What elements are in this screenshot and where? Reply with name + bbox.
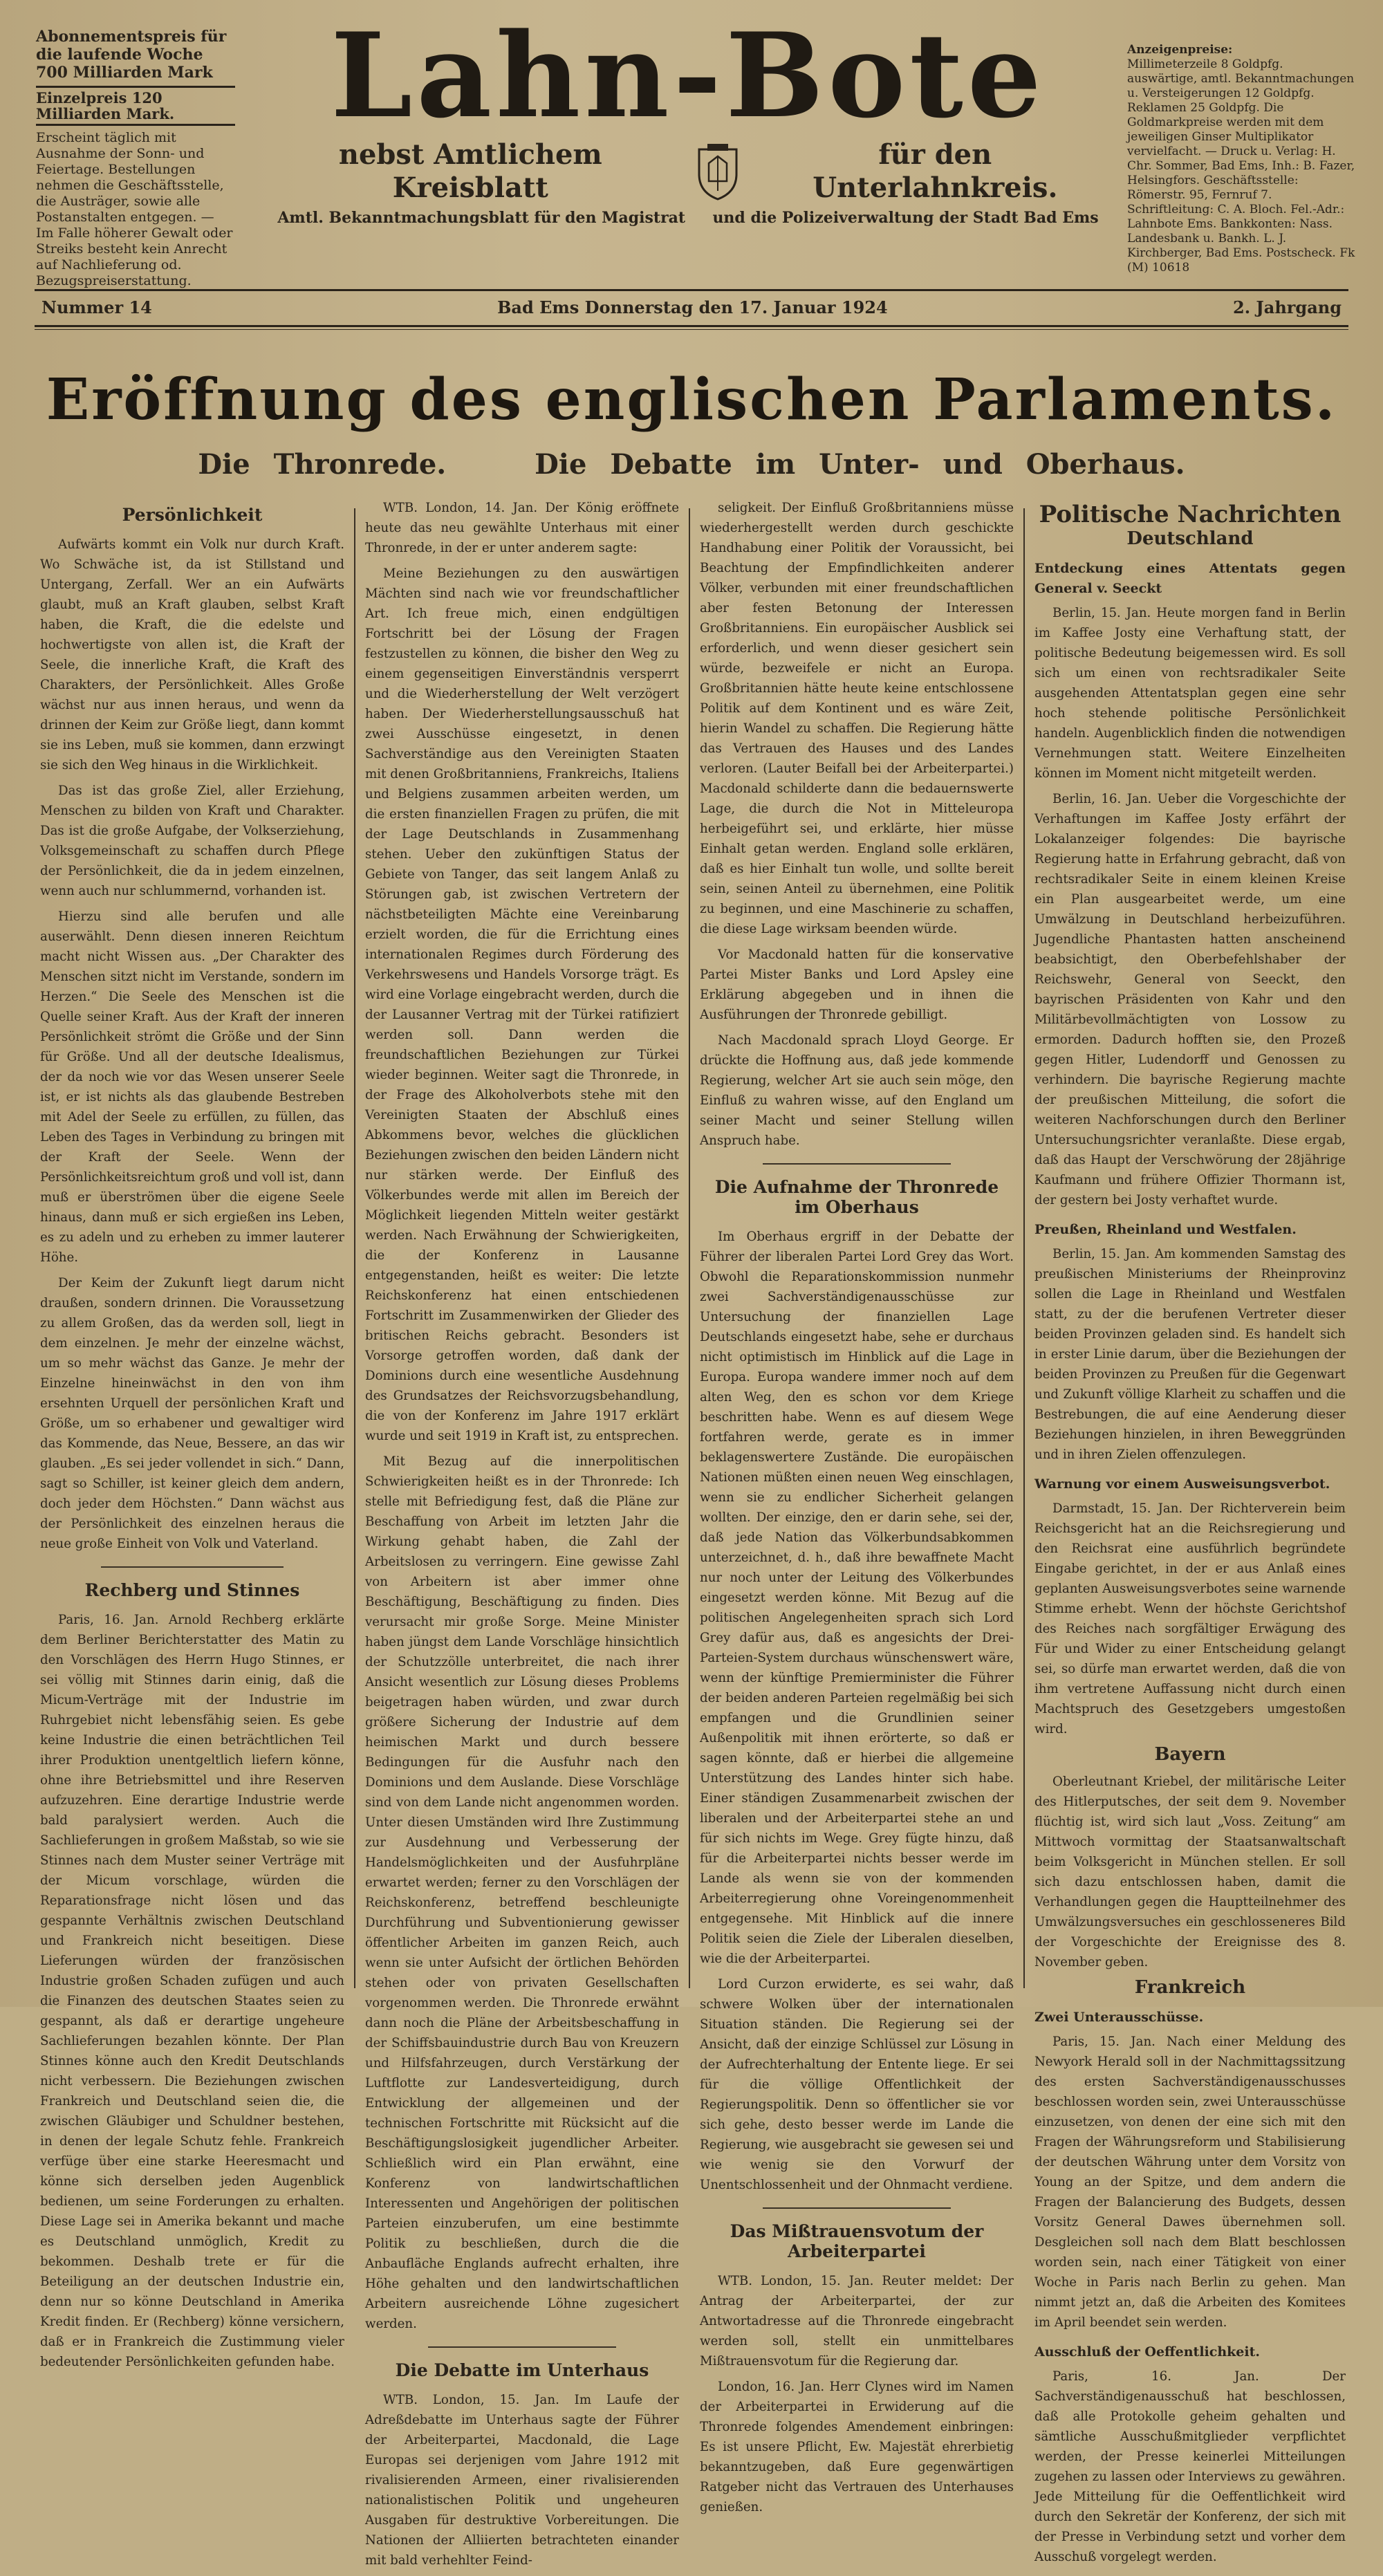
section-subheading: Deutschland [1126, 528, 1254, 549]
rule-bottom-thin [35, 329, 1348, 330]
article-paragraph: Nach Macdonald sprach Lloyd George. Er drückte die Hoffnung aus, daß jede kommende Regierung, welcher Art sie auch sein möge, den Einfluß zu wahren wisse, auf den England um seiner Macht und seiner Stellung willen Anspruch habe. [700, 1033, 1014, 1148]
article-paragraph: Der Keim der Zukunft liegt darum nicht draußen, sondern drinnen. Die Voraussetzung zu allem Großen, das da werden soll, liegt in dem einzelnen. Je mehr der einzelne wächst, um so mehr wächst das Ganze. Je mehr der Einzelne hineinwächst in den von ihm ersehnten Urquell der persönlichen Kraft und Größe, um so erhabener und gewaltiger wird das Kommende, das Neue, Bessere, an das wir glauben. „Es sei jeder vollendet in sich.“ Dann, sagt so Schiller, ist keiner gleich dem andern, doch jeder dem Höchsten.“ Dann wächst aus der Persönlichkeit des einzelnen heraus die neue große Einheit von Volk und Vaterland. [40, 1276, 344, 1551]
column-divider [1023, 508, 1025, 1988]
article-paragraph: Paris, 16. Jan. Arnold Rechberg erklärte dem Berliner Berichterstatter des Matin zu den Vorschlägen des Herrn Hugo Stinnes, er sei völlig mit Stinnes darin einig, daß die Micum-Verträge mit der Industrie im Ruhrgebiet nicht lebensfähig seien. Es gebe keine Industrie die einen beträchtlichen Teil ihrer Produktion unentgeltlich liefern könne, ohne ihre Betriebsmittel und ihre Reserven aufzuzehren. Eine derartige Industrie werde bald paralysiert werden. Auch die Sachlieferungen in großem Maßstab, so wie sie Stinnes nach dem Muster seiner Verträge mit der Micum vorschlage, würden die Reparationsfrage nicht lösen und das gespannte Verhältnis zwischen Deutschland und Frankreich nicht beseitigen. Diese Lieferungen würden der französischen Industrie großen Schaden zufügen und auch die Finanzen des deutschen Staates seien zu gespannt, als daß er derartige ungeheure Sachlieferungen bezahlen könnte. Der Plan Stinnes könne auch den Kredit Deutschlands nicht verbessern. Die Beziehungen zwischen Frankreich und Deutschland seien die, die zwischen Gläubiger und Schuldner bestehen, in denen der legale Schutz fehle. Frankreich verfüge über eine starke Heeresmacht und könne sich derselben jeden Augenblick bedienen, um seine Forderungen zu erhalten. Diese Lage sei in Amerika bekannt und mache es Deutschland unmöglich, Kredit zu bekommen. Deshalb trete er für die Beteiligung an der deutschen Industrie ein, denn nur so könne Deutschland in Amerika Kredit finden. Er (Rechberg) könne versichern, daß er in Frankreich die Zustimmung vieler bedeutender Persönlichkeiten gefunden habe. [40, 1613, 344, 2369]
article-heading: Die Debatte im Unterhaus [395, 2360, 649, 2380]
ad-prices-heading: Anzeigenpreise: [1127, 43, 1233, 57]
sub-headline [41, 448, 1342, 481]
article-paragraph: Meine Beziehungen zu den auswärtigen Mächten sind nach wie vor freundschaftlicher Art. Ich freue mich, einen endgültigen Fortschritt bei der Lösung der Fragen festzustellen zu können, die bisher den Weg zu einem gegenseitigen Einverständnis versperrt und die Wiederherstellung der Welt verzögert haben. Der Wiederherstellungsausschuß hat zwei Ausschüsse eingesetzt, in denen Sachverständige aus den Vereinigten Staaten mit denen Großbritanniens, Frankreichs, Italiens und Belgiens zusammen arbeiten werden, um die ersten finanziellen Fragen zu prüfen, die mit der Lage Deutschlands in Zusammenhang stehen. Ueber den zukünftigen Status der Gebiete von Tanger, das seit langem Anlaß zu Störungen gab, ist zwischen Vertretern der nächstbeteiligten Mächte eine Vereinbarung erzielt worden, die für die Errichtung eines internationalen Regimes durch Förderung des Verkehrswesens und Handels Vorsorge trägt. Es wird eine Vorlage eingebracht werden, durch die der Lausanner Vertrag mit der Türkei ratifiziert werden soll. Dann werden die freundschaftlichen Beziehungen zur Türkei wieder beginnen. Weiter sagt die Thronrede, in der Frage des Alkoholverbots stehe mit den Vereinigten Staaten der Abschluß eines Abkommens bevor, welches die glücklichen Beziehungen zwischen den beiden Ländern nicht nur stärken werde. Der Einfluß des Völkerbundes werde mit allen im Bereich der Möglichkeit liegenden Mitteln weiter gestärkt werden. Nach Erwähnung der Schwierigkeiten, die der Konferenz in Lausanne entgegenstanden, heißt es weiter: Die letzte Reichskonferenz hat einen entschiedenen Fortschritt im Zusammenwirken der Glieder des britischen Reichs gebracht. Besonders ist Vorsorge getroffen worden, daß dank der Dominions durch eine wesentliche Ausdehnung des Grundsatzes der Reichsvorzugsbehandlung, die von der Konferenz im Jahre 1917 erklärt wurde und seit 1919 in Kraft ist, zu entsprechen. [365, 566, 679, 1443]
volume: 2. Jahrgang [1233, 297, 1342, 317]
official-line-left: Amtl. Bekanntmachungsblatt für den Magistrat [277, 209, 686, 227]
article-heading: Das Mißtrauensvotum der Arbeiterpartei [730, 2221, 984, 2261]
news-title: Bayern [1154, 1744, 1226, 1765]
sub-headline-left: Die Thronrede. [198, 448, 447, 481]
article-paragraph: Hierzu sind alle berufen und alle auserwählt. Denn diesen inneren Reichtum macht nicht Wissen aus. „Der Charakter des Menschen sitzt nicht im Verstande, sondern im Herzen.“ Die Seele des Menschen ist die Quelle seiner Kraft. Aus der Kraft der inneren Persönlichkeit strömt die Größe und der Sinn für Größe. Und all der deutsche Idealismus, der da noch wie vor das Wesen unserer Seele ist, er ist nichts als das glaubende Bestreben mit Adel der Seele zu erfüllen, zu füllen, das Leben des Tages in Verbindung zu bringen mit der Kraft der Seele. Wenn der Persönlichkeitsreichtum groß und voll ist, dann muß er überströmen über die eigene Seele hinaus, dann muß er sich ergießen ins Leben, es zu adeln und zu erheben zu immer lauterer Höhe. [40, 909, 344, 1265]
masthead-title: Lahn-Bote [331, 7, 1046, 144]
article-paragraph: Mit Bezug auf die innerpolitischen Schwierigkeiten heißt es in der Thronrede: Ich stelle mit Befriedigung fest, daß die Pläne zur Beschaffung von Arbeit im letzten Jahr die Wirkung gehabt haben, die Zahl der Arbeitslosen zu verringern. Eine gewisse Zahl von Arbeitern ist aber immer ohne Beschäftigung, Beschäftigung zu finden. Dies verursacht mir große Sorge. Meine Minister haben jüngst dem Lande Vorschläge hinsichtlich der Schutzzölle unterbreitet, die nach ihrer Ansicht wesentlich zur Lösung dieses Problems beigetragen haben würden, und zwar durch größere Sicherung der Industrie auf dem heimischen Markt und durch bessere Bedingungen für die Ausfuhr nach den Dominions und dem Auslande. Diese Vorschläge sind von dem Lande nicht angenommen worden. Unter diesen Umständen wird Ihre Zustimmung zur Ausdehnung und Verbesserung der Handelsmöglichkeiten und der Ausfuhrpläne erwartet werden; ferner zu den Vorschlägen der Reichskonferenz, betreffend beschleunigte Durchführung und Subventionierung gewisser öffentlicher Arbeiten im ganzen Reich, auch wenn sie unter Aufsicht der örtlichen Behörden stehen oder von privaten Gesellschaften vorgenommen werden. Die Thronrede erwähnt dann noch die Pläne der Arbeitsbeschaffung in der Schiffsbauindustrie durch Bau von Kreuzern und Hilfsfahrzeugen, durch Verstärkung der Luftflotte zur Landesverteidigung, durch Entwicklung der allgemeinen und der technischen Fortschritte mit Rücksicht auf die Beschäftigungslosigkeit jugendlicher Arbeiter. Schließlich wird ein Plan erwähnt, eine Konferenz von landwirtschaftlichen Interessenten und Angehörigen der politischen Parteien einzuberufen, um eine bestimmte Politik zu beschließen, durch die die Anbaufläche Englands aufrecht erhalten, ihre Höhe gehalten und den landwirtschaftlichen Arbeitern ausreichende Löhne zugesichert werden. [365, 1454, 679, 2331]
column-2 [365, 498, 679, 2576]
article-paragraph: WTB. London, 14. Jan. Der König eröffnete heute das neu gewählte Unterhaus mit einer Thronrede, in der er unter anderem sagte: [365, 501, 679, 555]
sub-headline-right: Die Debatte im Unter- und Oberhaus. [535, 448, 1185, 481]
article-paragraph: WTB. London, 15. Jan. Reuter meldet: Der Antrag der Arbeiterpartei, der zur Antwortadresse auf die Thronrede eingebracht werden soll, stellt ein unmittelbares Mißtrauensvotum für die Regierung dar. [700, 2274, 1014, 2369]
separator [763, 1163, 951, 1165]
masthead-subtitle-left: nebst Amtlichem Kreisblatt [338, 138, 602, 204]
masthead-official-line [263, 207, 1113, 228]
article-heading: Rechberg und Stinnes [84, 1580, 300, 1600]
subscription-box [36, 28, 235, 289]
article-heading: Die Aufnahme der Thronrede im Oberhaus [714, 1177, 999, 1217]
news-title: Zwei Unterausschüsse. [1034, 2010, 1204, 2025]
news-title: Ausschluß der Oeffentlichkeit. [1034, 2344, 1261, 2360]
single-price: Einzelpreis 120 Milliarden Mark. [36, 86, 235, 126]
main-headline: Eröffnung des englischen Parlaments. [46, 367, 1337, 433]
ad-prices-text: Millimeterzeile 8 Goldpfg. auswärtige, amtl. Bekanntmachungen u. Versteigerungen 12 Goldpfg. Reklamen 25 Goldpfg. Die Goldmarkpreise werden mit dem jeweiligen Ginser Multiplikator vervielfacht. — Druck u. Verlag: H. Chr. Sommer, Bad Ems, Inh.: B. Fazer, Helsingfors. Geschäftsstelle: Römerstr. 95, Fernruf 7. Schriftleitung: C. A. Bloch. Fel.-Adr.: Lahnbote Ems. Bankkonten: Nass. Landesbank u. Bankh. L. J. Kirchberger, Bad Ems. Postscheck. Fk (M) 10618 [1127, 57, 1355, 275]
news-text: Berlin, 16. Jan. Ueber die Vorgeschichte der Verhaftungen im Kaffee Josty erfährt der Lokalanzeiger folgendes: Die bayrische Regierung hatte in Erfahrung gebracht, daß von rechtsradikaler Seite in einem kleinen Kreise ein Plan ausgearbeitet werde, um eine Umwälzung in Deutschland herbeizuführen. Jugendliche Phantasten hatten anscheinend beabsichtigt, den Oberbefehlshaber der Reichswehr, General von Seeckt, den bayrischen Präsidenten von Kahr und den Militärbevollmächtigten von Lossow zu ermorden. Dadurch hofften sie, den Prozeß gegen Hitler, Ludendorff und Genossen zu verhindern. Die bayrische Regierung machte der preußischen Mitteilung, die sofort die weiteren Nachforschungen durch den Berliner Untersuchungsrichter veranlaßte. Diese ergab, daß das Haupt der Verschwörung der 28jährige Kaufmann und frühere Offizier Thormann ist, der gestern bei Josty verhaftet wurde. [1034, 792, 1346, 1207]
rule-bottom [35, 325, 1348, 327]
section-heading: Politische Nachrichten [1039, 501, 1342, 528]
article-paragraph: Im Oberhaus ergriff in der Debatte der Führer der liberalen Partei Lord Grey das Wort. Obwohl die Reparationskommission nunmehr zwei Sachverständigenausschüsse zur Untersuchung der finanziellen Lage Deutschlands eingesetzt habe, sehe er durchaus nicht optimistisch im Hinblick auf die Lage in Europa. Europa wandere immer noch auf dem alten Weg, den es schon vor dem Kriege beschritten habe. Wenn es auf diesem Wege fortfahren werde, gerate es in immer beklagenswertere Zustände. Die europäischen Nationen müßten einen neuen Weg einschlagen, wenn sie zu endlicher Sicherheit gelangen wollten. Der einzige, den er darin sehe, sei der, daß jede Nation das Völkerbundsabkommen unterzeichnet, d. h., daß ihre bewaffnete Macht nur noch unter der Leitung des Völkerbundes eingesetzt werden könne. Mit Bezug auf die politischen Angelegenheiten sprach sich Lord Grey dafür aus, daß es angesichts der Drei-Parteien-System durchaus wünschenswert wäre, wenn der künftige Premierminister die Führer der beiden anderen Parteien regelmäßig bei sich empfangen und die Grundlinien seiner Außenpolitik mit ihnen erörterte, so daß er sagen könnte, daß er hierbei die allgemeine Unterstützung des Landes hinter sich habe. Einer ständigen Zusammenarbeit zwischen der liberalen und der Arbeiterpartei stehe an und für sich nichts im Wege. Grey fügte hinzu, daß für die Arbeiterpartei nichts besser werde im Lande als wenn sie von der kommenden Arbeiterregierung ohne Voreingenommenheit entgegensehe. Mit Hinblick auf die innere Politik seien die Ziele der Liberalen dieselben, wie die der Arbeiterpartei. [700, 1230, 1014, 1966]
article-paragraph: Lord Curzon erwiderte, es sei wahr, daß schwere Wolken über der internationalen Situation ständen. Die Regierung sei der Ansicht, daß der einzige Schlüssel zur Lösung in der Aufrechterhaltung der Entente liege. Er sei für die völlige Offentlichkeit der Regierungspolitik. Denn so öffentlicher sie vor sich gehe, desto besser werde im Lande die Regierung, wie ausgebracht sie gewesen sei und wie wenig sie den Vorwurf der Unentschlossenheit und der Ohnmacht verdiene. [700, 1977, 1014, 2192]
subscription-text: Erscheint täglich mit Ausnahme der Sonn- und Feiertage. Bestellungen nehmen die Geschäftsstelle, die Austräger, sowie alle Postanstalten entgegen. — Im Falle höherer Gewalt oder Streiks besteht kein Anrecht auf Nachlieferung od. Bezugspreiserstattung. [36, 130, 233, 288]
masthead-subtitle [263, 138, 1113, 205]
article-paragraph: Das ist das große Ziel, aller Erziehung, Menschen zu bilden von Kraft und Charakter. Das ist die große Aufgabe, der Volkserziehung, Volksgemeinschaft zu schaffen durch Pflege der Persönlichkeit, die da in jedem einzelnen, wenn auch nur schlummernd, vorhanden ist. [40, 784, 344, 898]
news-title: Entdeckung eines Attentats gegen General v. Seeckt [1034, 561, 1346, 596]
ad-prices-box [1127, 43, 1355, 275]
separator [101, 1566, 284, 1568]
column-divider [354, 508, 355, 1988]
column-divider [689, 508, 690, 1988]
news-text: Darmstadt, 15. Jan. Der Richterverein beim Reichsgericht hat an die Reichsregierung und den Reichsrat eine ausführlich begründete Eingabe gerichtet, in der er aus Anlaß eines geplanten Ausweisungsverbotes seine warnende Stimme erhebt. Wenn der höchste Gerichtshof des Reiches nach sorgfältiger Erwägung des Für und Wider zu einer Entscheidung gelangt sei, so dürfe man erwartet werden, daß die von ihm vertretene Auffassung nicht durch einen Machtspruch des Gesetzgebers umgestoßen wird. [1034, 1501, 1346, 1736]
section-subheading: Frankreich [1134, 1977, 1246, 1998]
news-text: Paris, 16. Jan. Der Sachverständigenausschuß hat beschlossen, daß alle Protokolle geheim gehalten und sämtliche Ausschußmitglieder verpflichtet werden, der Presse keinerlei Mitteilungen zugehen zu lassen oder Interviews zu gewähren. Jede Mitteilung für die Oeffentlichkeit wird durch den Sekretär der Konferenz, der sich mit der Presse in Verbindung setzt und vorher dem Ausschuß vorgelegt werden. [1034, 2369, 1346, 2564]
article-paragraph: Aufwärts kommt ein Volk nur durch Kraft. Wo Schwäche ist, da ist Stillstand und Untergang, Zerfall. Wer an ein Aufwärts glaubt, muß an Kraft glauben, selbst Kraft haben, die Kraft, die die edelste und hochwertigste von allen ist, die Kraft der Seele, die innerliche Kraft, die Kraft des Charakters, der Persönlichkeit. Alles Große wächst nur aus innen heraus, und wenn da drinnen der Keim zur Größe liegt, dann kommt sie ins Leben, muß sie kommen, dann erzwingt sie sich den Weg hinaus in die Wirklichkeit. [40, 537, 344, 772]
subscription-line2: 700 Milliarden Mark [36, 64, 213, 82]
article-paragraph: Vor Macdonald hatten für die konservative Partei Mister Banks und Lord Apsley eine Erklärung abgegeben und in ihnen die Ausführungen der Thronrede gebilligt. [700, 947, 1014, 1022]
news-title: Preußen, Rheinland und Westfalen. [1034, 1222, 1297, 1237]
issue-date: Bad Ems Donnerstag den 17. Januar 1924 [497, 297, 888, 317]
official-line-right: und die Polizeiverwaltung der Stadt Bad Ems [712, 209, 1099, 227]
news-text: Paris, 15. Jan. Nach einer Meldung des Newyork Herald soll in der Nachmittagssitzung des ersten Sachverständigenausschusses beschlossen worden sein, zwei Unterausschüsse einzusetzen, von denen der eine sich mit den Fragen der Währungsreform und Stabilisierung der deutschen Währung unter dem Vorsitz von Young an der Spitze, und dem andern die Fragen der Balancierung des Budgets, dessen Vorsitz General Dawes übernehmen soll. Desgleichen soll nach dem Blatt beschlossen worden sein, nach einer Tätigkeit von einer Woche in Paris nach Berlin zu gehen. Man nimmt jetzt an, daß die Arbeiten des Komitees im April beendet sein werden. [1034, 2035, 1346, 2330]
article-heading: Persönlichkeit [122, 505, 263, 525]
separator [763, 2207, 951, 2209]
masthead-subtitle-right: für den Unterlahnkreis. [813, 138, 1058, 204]
news-text: Berlin, 15. Jan. Am kommenden Samstag des preußischen Ministeriums der Rheinprovinz sollen die Lage in Rheinland und Westfalen statt, zu der die berufenen Vertreter dieser beiden Provinzen geladen sind. Es handelt sich in erster Linie darum, über die Beziehungen der beiden Provinzen zu Preußen für die Gegenwart und Zukunft völlige Klarheit zu schaffen und die Bestrebungen, die auf eine Aenderung dieser Beziehungen hinzielen, in ihren Beweggründen und in ihren Zielen offenzulegen. [1034, 1247, 1346, 1462]
rule-top [35, 289, 1348, 291]
masthead [263, 7, 1113, 228]
article-paragraph: seligkeit. Der Einfluß Großbritanniens müsse wiederhergestellt werden durch geschickte Handhabung einer Politik der Voraussicht, bei Beachtung der Empfindlichkeiten anderer Völker, verbunden mit einer freundschaftlichen aber festen Betonung der Interessen Großbritanniens. Ein europäischer Ausblick sei erforderlich, und wenn dieser gesichert sein würde, bezweifele er nicht an Europa. Großbritannien hätte heute keine entschlossene Politik auf dem Kontinent und es wäre Zeit, hierin Wandel zu schaffen. Die Regierung hätte das Vertrauen des Hauses und des Landes verloren. (Lauter Beifall bei der Arbeiterpartei.) Macdonald schilderte dann die bedauernswerte Lage, die durch die Not in Mitteleuropa herbeigeführt sei, und erklärte, hier müsse Einhalt getan werden. England solle erklären, daß es hier Einhalt tun wolle, und sollte bereit sein, seinen Anteil zu übernehmen, eine Politik zu beginnen, und eine Maschinerie zu schaffen, die diese Lage wirksam beenden würde. [700, 501, 1014, 936]
article-paragraph: WTB. London, 15. Jan. Im Laufe der Adreßdebatte im Unterhaus sagte der Führer der Arbeiterpartei, Macdonald, die Lage Europas sei derjenigen vom Jahre 1912 mit rivalisierenden Armeen, einer rivalisierenden nationalistischen Politik und ungeheuren Ausgaben für destruktive Vorbereitungen. Die Nationen der Alliierten betrachteten einander mit bald verhehlter Feind- [365, 2393, 679, 2568]
news-text: Oberleutnant Kriebel, der militärische Leiter des Hitlerputsches, der seit dem 9. November flüchtig ist, wird sich laut „Voss. Zeitung“ am Mittwoch vormittag der Staatsanwaltschaft beim Volksgericht in München stellen. Er soll sich dazu entschlossen haben, damit die Verhandlungen gegen die Hauptteilnehmer des Umwälzungsversuches ein geschlosseneres Bild der Vorgeschichte der Ereignisse des 8. November geben. [1034, 1775, 1346, 1970]
subscription-line1: Abonnementspreis für die laufende Woche [36, 28, 227, 64]
coat-of-arms-icon [694, 142, 742, 201]
dateline [41, 297, 1342, 317]
separator [428, 2346, 616, 2348]
column-3 [700, 498, 1014, 2523]
column-4 [1034, 498, 1346, 2573]
issue-number: Nummer 14 [41, 297, 152, 317]
column-1 [40, 498, 344, 2378]
news-text: Berlin, 15. Jan. Heute morgen fand in Berlin im Kaffee Josty eine Verhaftung statt, der politische Bedeutung beigemessen wird. Es soll sich um einen von rechtsradikaler Seite ausgehenden Attentatsplan gegen eine sehr hoch stehende politische Persönlichkeit handeln. Augenblicklich finden die notwendigen Vernehmungen statt. Weitere Einzelheiten können im Moment nicht mitgeteilt werden. [1034, 606, 1346, 781]
news-title: Warnung vor einem Ausweisungsverbot. [1034, 1476, 1330, 1492]
article-paragraph: London, 16. Jan. Herr Clynes wird im Namen der Arbeiterpartei in Erwiderung auf die Thronrede folgendes Amendement einbringen: Es ist unsere Pflicht, Ew. Majestät ehrerbietig bekanntzugeben, daß Eure gegenwärtigen Ratgeber nicht das Vertrauen des Unterhauses genießen. [700, 2380, 1014, 2514]
